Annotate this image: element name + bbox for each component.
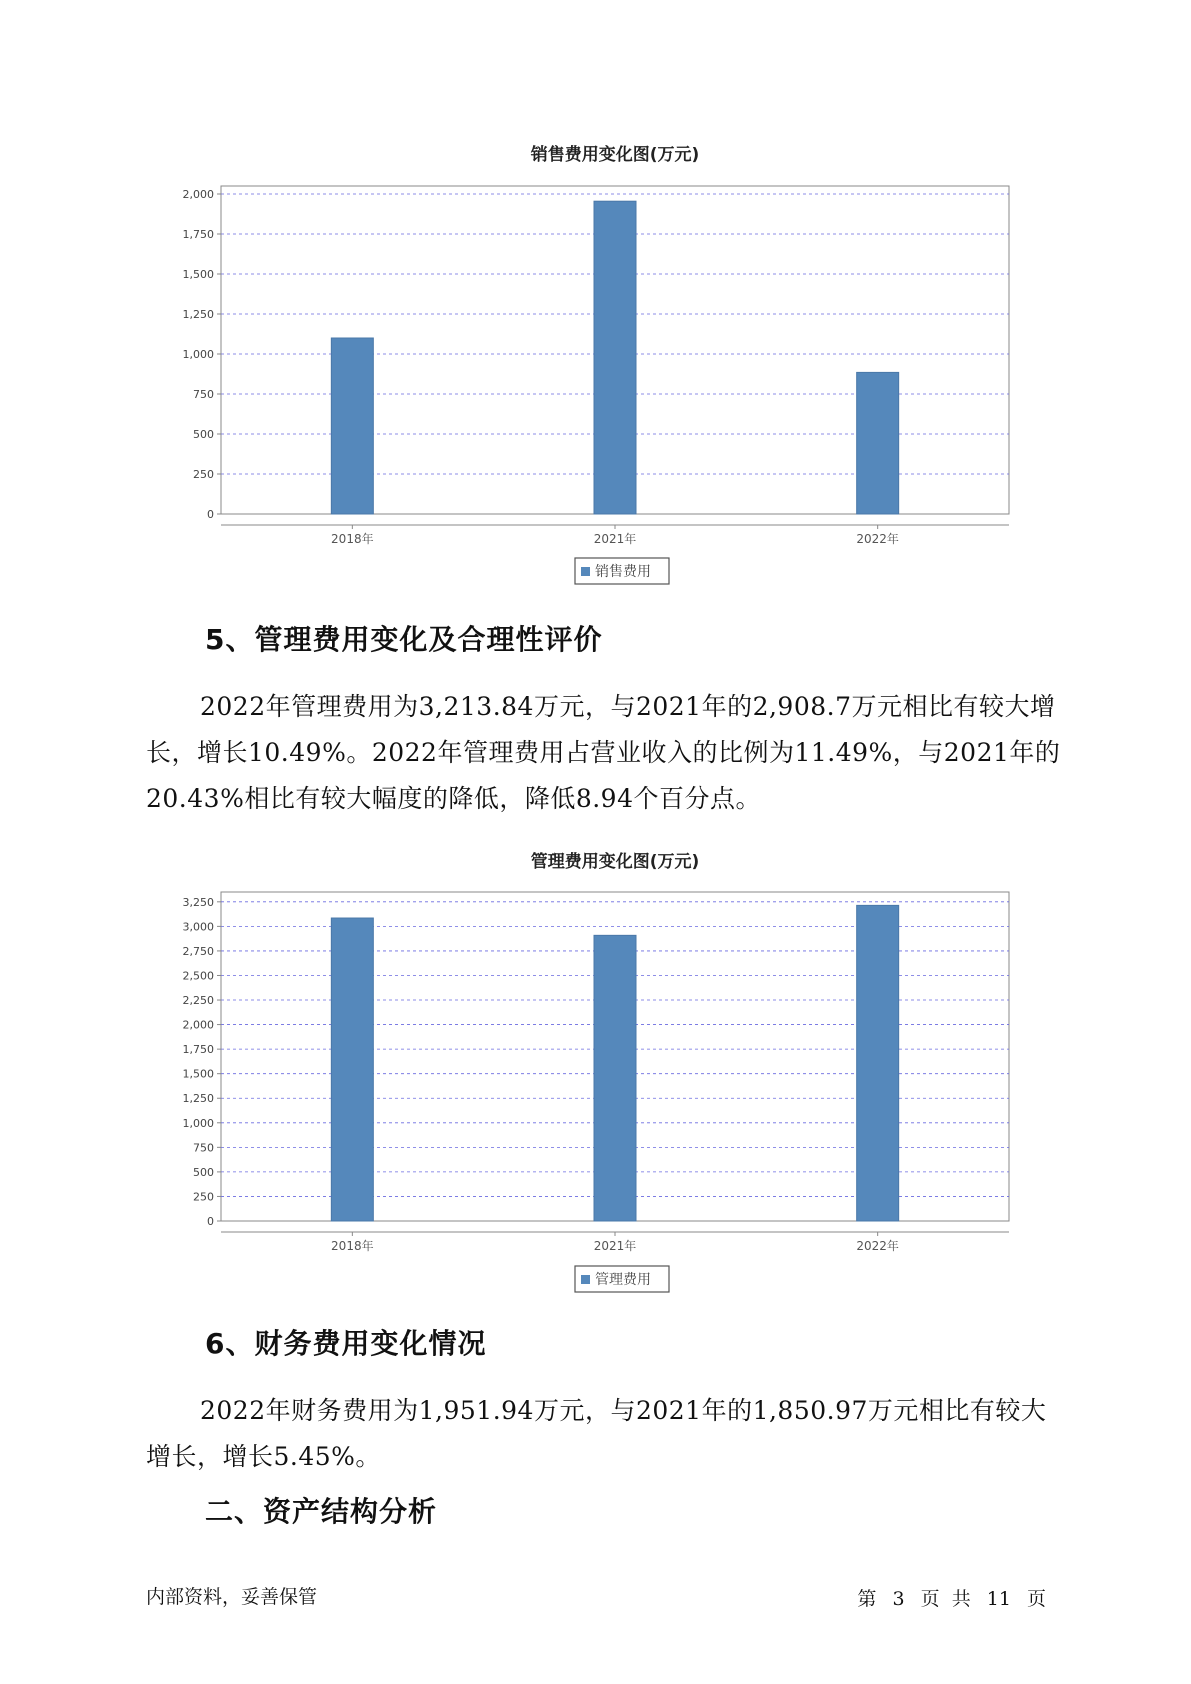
x-tick-label: 2021年: [593, 532, 637, 546]
y-tick-label: 500: [193, 1165, 214, 1179]
y-tick-label: 1,250: [182, 308, 214, 321]
y-tick-label: 750: [193, 1141, 214, 1155]
bar-2022年: [857, 905, 899, 1221]
legend-label: 管理费用: [595, 1272, 651, 1288]
page-prefix: 第: [857, 1588, 877, 1610]
y-tick-label: 2,500: [182, 969, 214, 983]
y-tick-label: 1,500: [182, 268, 214, 281]
footer-page-number: [857, 1584, 1046, 1611]
legend-swatch: [581, 567, 590, 576]
y-tick-label: 1,750: [182, 228, 214, 241]
chart-title: 管理费用变化图(万元): [530, 852, 700, 872]
legend: [575, 558, 669, 584]
y-tick-label: 1,250: [182, 1092, 214, 1106]
footer-confidential-note: 内部资料，妥善保管: [146, 1586, 318, 1608]
bar-2018年: [331, 918, 373, 1221]
section6-paragraph: 2022年财务费用为1,951.94万元，与2021年的1,850.97万元相比有较大增长，增长5.45%。: [146, 1396, 1047, 1471]
legend-swatch: [581, 1275, 590, 1284]
x-tick-label: 2022年: [856, 1239, 899, 1253]
y-tick-label: 750: [193, 388, 214, 401]
sales-expense-chart: [0, 130, 1191, 600]
bar-2022年: [857, 372, 899, 514]
bar-2018年: [331, 338, 373, 514]
y-tick-label: 3,000: [182, 920, 214, 934]
admin-expense-chart: [0, 838, 1191, 1304]
y-tick-label: 2,000: [182, 188, 214, 201]
page-number: 3: [892, 1588, 905, 1610]
x-tick-label: 2022年: [856, 532, 899, 546]
y-tick-label: 1,000: [182, 348, 214, 361]
y-tick-label: 2,000: [182, 1018, 214, 1032]
admin-expense-chart-svg: [0, 838, 1191, 1304]
sales-expense-chart-svg: [0, 130, 1191, 600]
y-tick-label: 250: [193, 1190, 214, 1204]
y-tick-label: 1,500: [182, 1067, 214, 1081]
bar-2021年: [594, 935, 636, 1221]
chart-title: 销售费用变化图(万元): [530, 145, 700, 165]
section5-paragraph: 2022年管理费用为3,213.84万元，与2021年的2,908.7万元相比有较大增长，增长10.49%。2022年管理费用占营业收入的比例为11.49%，与2021年的20.43%相比有较大幅度的降低，降低8.94个百分点。: [146, 692, 1061, 813]
page-mid: 页 共: [920, 1588, 971, 1610]
y-tick-label: 0: [207, 1215, 214, 1228]
y-tick-label: 500: [193, 428, 214, 441]
section5-heading: 5、管理费用变化及合理性评价: [205, 623, 603, 656]
section6-heading: 6、财务费用变化情况: [205, 1327, 487, 1360]
page-total: 11: [986, 1588, 1011, 1610]
x-tick-label: 2018年: [331, 532, 374, 546]
section-two-heading: 二、资产结构分析: [205, 1495, 438, 1528]
y-tick-label: 3,250: [182, 895, 214, 909]
legend-label: 销售费用: [595, 564, 651, 580]
legend: [575, 1266, 669, 1292]
y-tick-label: 1,750: [182, 1043, 214, 1057]
y-tick-label: 2,750: [182, 944, 214, 958]
x-tick-label: 2021年: [593, 1239, 637, 1253]
y-tick-label: 2,250: [182, 994, 214, 1008]
y-tick-label: 0: [207, 508, 214, 521]
y-tick-label: 250: [193, 468, 214, 481]
page-suffix: 页: [1026, 1588, 1046, 1610]
y-tick-label: 1,000: [182, 1116, 214, 1130]
x-tick-label: 2018年: [331, 1239, 374, 1253]
bar-2021年: [594, 201, 636, 514]
